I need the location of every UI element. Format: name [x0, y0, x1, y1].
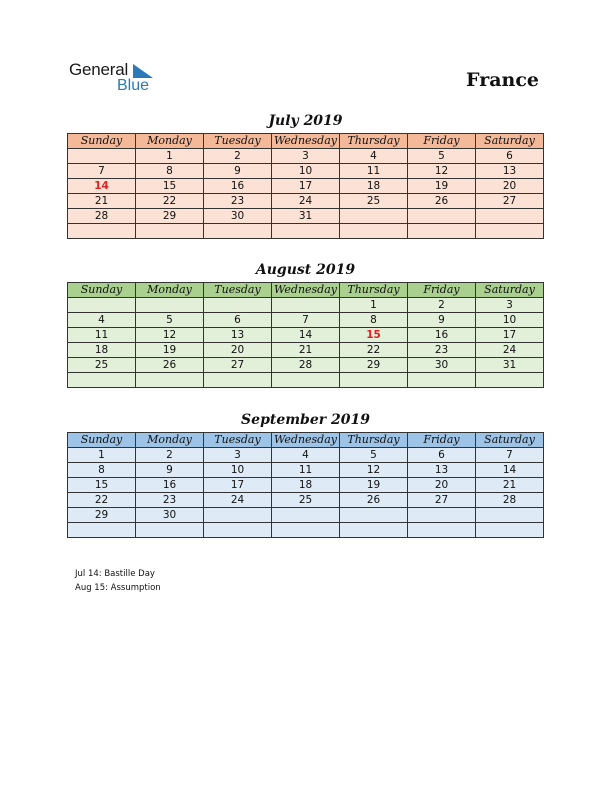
empty-day-cell	[340, 508, 408, 523]
day-cell: 28	[272, 358, 340, 373]
day-cell: 14	[476, 463, 544, 478]
month-august	[67, 260, 544, 388]
week-row	[68, 358, 544, 373]
weekday-header: Sunday	[68, 433, 136, 448]
empty-day-cell	[340, 373, 408, 388]
month-september	[67, 410, 544, 538]
day-cell: 6	[476, 149, 544, 164]
day-cell: 28	[68, 209, 136, 224]
day-cell: 8	[68, 463, 136, 478]
day-cell: 18	[340, 179, 408, 194]
month-title: August 2019	[255, 262, 356, 278]
day-cell: 10	[272, 164, 340, 179]
day-cell: 6	[408, 448, 476, 463]
day-cell: 19	[340, 478, 408, 493]
weekday-header: Saturday	[476, 283, 544, 298]
day-cell: 22	[340, 343, 408, 358]
week-row	[68, 508, 544, 523]
week-row	[68, 493, 544, 508]
day-cell: 22	[136, 194, 204, 209]
day-cell: 29	[136, 209, 204, 224]
empty-day-cell	[68, 298, 136, 313]
day-cell: 11	[340, 164, 408, 179]
empty-day-cell	[408, 373, 476, 388]
empty-day-cell	[476, 523, 544, 538]
day-cell: 13	[204, 328, 272, 343]
day-cell: 12	[340, 463, 408, 478]
day-cell: 19	[136, 343, 204, 358]
week-row	[68, 313, 544, 328]
logo	[69, 60, 179, 96]
empty-day-cell	[136, 224, 204, 239]
week-row	[68, 179, 544, 194]
weekday-header: Wednesday	[272, 134, 340, 149]
weekday-header-row	[68, 134, 544, 149]
day-cell: 23	[204, 194, 272, 209]
day-cell: 26	[340, 493, 408, 508]
day-cell: 3	[476, 298, 544, 313]
weekday-header: Wednesday	[272, 433, 340, 448]
day-cell: 21	[476, 478, 544, 493]
week-row	[68, 194, 544, 209]
empty-day-cell	[204, 523, 272, 538]
day-cell: 4	[272, 448, 340, 463]
day-cell: 14	[272, 328, 340, 343]
week-row	[68, 343, 544, 358]
day-cell: 11	[272, 463, 340, 478]
day-cell: 18	[272, 478, 340, 493]
day-cell: 16	[204, 179, 272, 194]
empty-day-cell	[408, 508, 476, 523]
holiday-day-cell: 14	[68, 179, 136, 194]
empty-day-cell	[272, 508, 340, 523]
day-cell: 12	[408, 164, 476, 179]
day-cell: 2	[204, 149, 272, 164]
holiday-day-cell: 15	[340, 328, 408, 343]
month-title: September 2019	[241, 412, 370, 428]
empty-day-cell	[204, 508, 272, 523]
weekday-header-row	[68, 283, 544, 298]
day-cell: 10	[476, 313, 544, 328]
day-cell: 29	[68, 508, 136, 523]
empty-day-cell	[408, 224, 476, 239]
week-row	[68, 448, 544, 463]
day-cell: 13	[408, 463, 476, 478]
weekday-header: Tuesday	[204, 433, 272, 448]
empty-day-cell	[204, 224, 272, 239]
weekday-header: Thursday	[340, 433, 408, 448]
calendar-table	[67, 282, 544, 388]
week-row	[68, 164, 544, 179]
day-cell: 2	[136, 448, 204, 463]
day-cell: 5	[340, 448, 408, 463]
day-cell: 24	[476, 343, 544, 358]
weekday-header: Friday	[408, 433, 476, 448]
country-title: France	[466, 69, 539, 91]
day-cell: 16	[136, 478, 204, 493]
empty-day-cell	[204, 298, 272, 313]
week-row	[68, 209, 544, 224]
day-cell: 31	[476, 358, 544, 373]
day-cell: 26	[136, 358, 204, 373]
week-row	[68, 298, 544, 313]
day-cell: 20	[408, 478, 476, 493]
day-cell: 23	[408, 343, 476, 358]
day-cell: 6	[204, 313, 272, 328]
weekday-header: Tuesday	[204, 283, 272, 298]
day-cell: 17	[272, 179, 340, 194]
empty-day-cell	[68, 149, 136, 164]
day-cell: 21	[68, 194, 136, 209]
day-cell: 31	[272, 209, 340, 224]
empty-day-cell	[136, 373, 204, 388]
day-cell: 1	[68, 448, 136, 463]
empty-day-cell	[340, 224, 408, 239]
weekday-header: Friday	[408, 283, 476, 298]
day-cell: 22	[68, 493, 136, 508]
empty-day-cell	[272, 224, 340, 239]
weekday-header: Monday	[136, 134, 204, 149]
logo-general-text: General	[69, 60, 129, 79]
week-row	[68, 463, 544, 478]
day-cell: 9	[204, 164, 272, 179]
day-cell: 26	[408, 194, 476, 209]
empty-day-cell	[340, 209, 408, 224]
holiday-note: Jul 14: Bastille Day	[75, 569, 155, 579]
day-cell: 8	[136, 164, 204, 179]
empty-day-cell	[272, 373, 340, 388]
day-cell: 17	[204, 478, 272, 493]
weekday-header: Monday	[136, 283, 204, 298]
day-cell: 2	[408, 298, 476, 313]
day-cell: 30	[136, 508, 204, 523]
day-cell: 30	[408, 358, 476, 373]
logo-triangle-icon	[133, 64, 153, 78]
weekday-header-row	[68, 433, 544, 448]
day-cell: 27	[408, 493, 476, 508]
week-row	[68, 328, 544, 343]
day-cell: 5	[408, 149, 476, 164]
logo-blue-text: Blue	[117, 77, 150, 94]
day-cell: 8	[340, 313, 408, 328]
day-cell: 10	[204, 463, 272, 478]
day-cell: 18	[68, 343, 136, 358]
empty-day-cell	[476, 209, 544, 224]
day-cell: 20	[204, 343, 272, 358]
empty-day-cell	[340, 523, 408, 538]
weekday-header: Sunday	[68, 134, 136, 149]
day-cell: 25	[68, 358, 136, 373]
weekday-header: Monday	[136, 433, 204, 448]
weekday-header: Saturday	[476, 134, 544, 149]
day-cell: 1	[136, 149, 204, 164]
day-cell: 27	[476, 194, 544, 209]
day-cell: 7	[476, 448, 544, 463]
day-cell: 29	[340, 358, 408, 373]
day-cell: 4	[340, 149, 408, 164]
day-cell: 3	[204, 448, 272, 463]
empty-day-cell	[476, 508, 544, 523]
empty-day-cell	[272, 523, 340, 538]
day-cell: 21	[272, 343, 340, 358]
day-cell: 5	[136, 313, 204, 328]
weekday-header: Tuesday	[204, 134, 272, 149]
day-cell: 7	[272, 313, 340, 328]
day-cell: 9	[136, 463, 204, 478]
day-cell: 16	[408, 328, 476, 343]
weekday-header: Sunday	[68, 283, 136, 298]
empty-day-cell	[272, 298, 340, 313]
day-cell: 25	[272, 493, 340, 508]
day-cell: 3	[272, 149, 340, 164]
holiday-note: Aug 15: Assumption	[75, 583, 161, 593]
day-cell: 25	[340, 194, 408, 209]
empty-day-cell	[68, 373, 136, 388]
empty-day-cell	[408, 523, 476, 538]
day-cell: 13	[476, 164, 544, 179]
week-row	[68, 373, 544, 388]
weekday-header: Friday	[408, 134, 476, 149]
calendar-table	[67, 133, 544, 239]
calendar-table	[67, 432, 544, 538]
empty-day-cell	[476, 224, 544, 239]
day-cell: 20	[476, 179, 544, 194]
week-row	[68, 224, 544, 239]
holiday-notes	[75, 567, 161, 595]
weekday-header: Saturday	[476, 433, 544, 448]
week-row	[68, 523, 544, 538]
week-row	[68, 478, 544, 493]
month-july	[67, 111, 544, 239]
empty-day-cell	[136, 523, 204, 538]
week-row	[68, 149, 544, 164]
day-cell: 28	[476, 493, 544, 508]
day-cell: 12	[136, 328, 204, 343]
day-cell: 15	[136, 179, 204, 194]
day-cell: 27	[204, 358, 272, 373]
empty-day-cell	[476, 373, 544, 388]
day-cell: 23	[136, 493, 204, 508]
day-cell: 4	[68, 313, 136, 328]
day-cell: 17	[476, 328, 544, 343]
empty-day-cell	[136, 298, 204, 313]
day-cell: 24	[204, 493, 272, 508]
weekday-header: Thursday	[340, 134, 408, 149]
empty-day-cell	[204, 373, 272, 388]
weekday-header: Thursday	[340, 283, 408, 298]
day-cell: 7	[68, 164, 136, 179]
day-cell: 30	[204, 209, 272, 224]
empty-day-cell	[408, 209, 476, 224]
empty-day-cell	[68, 224, 136, 239]
day-cell: 1	[340, 298, 408, 313]
month-title: July 2019	[268, 113, 343, 129]
day-cell: 9	[408, 313, 476, 328]
day-cell: 11	[68, 328, 136, 343]
day-cell: 24	[272, 194, 340, 209]
weekday-header: Wednesday	[272, 283, 340, 298]
day-cell: 15	[68, 478, 136, 493]
empty-day-cell	[68, 523, 136, 538]
day-cell: 19	[408, 179, 476, 194]
